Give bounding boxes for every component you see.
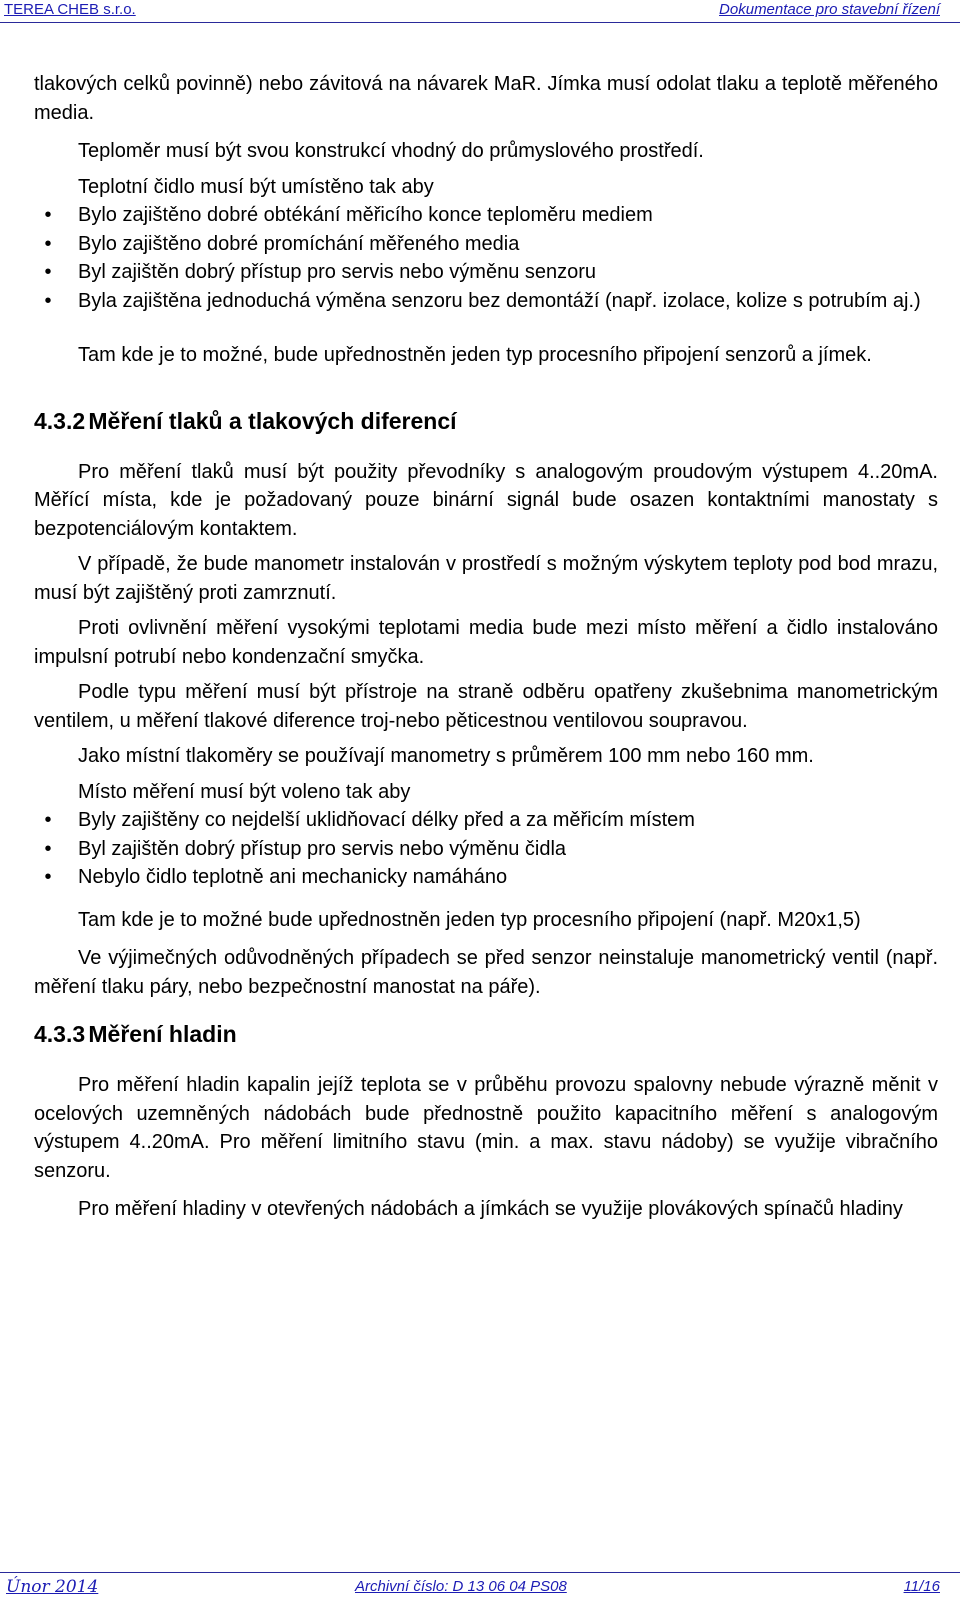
list-item: • Nebylo čidlo teplotně ani mechanicky namáháno [34, 863, 938, 892]
bullet-icon: • [44, 809, 52, 831]
bullet-icon: • [44, 261, 52, 283]
paragraph: Místo měření musí být voleno tak aby [78, 780, 411, 803]
section-heading [34, 1019, 938, 1049]
footer-archive-number: Archivní číslo: D 13 06 04 PS08 [355, 1578, 567, 1595]
paragraph: Teploměr musí být svou konstrukcí vhodný do průmyslového prostředí. [78, 140, 704, 162]
paragraph: Jako místní tlakoměry se používají manometry s průměrem 100 mm nebo 160 mm. [78, 745, 814, 767]
footer-page-number: 11/16 [903, 1578, 940, 1595]
paragraph: Proti ovlivnění měření vysokými teplotami media bude mezi místo měření a čidlo instalováno impulsní potrubí nebo kondenzační smyčka. [34, 617, 938, 668]
header-company: TEREA CHEB s.r.o. [4, 1, 136, 18]
bullet-icon: • [44, 232, 52, 255]
list-item: • Bylo zajištěno dobré promíchání měřeného media [34, 230, 938, 259]
list-item: • Bylo zajištěno dobré obtékání měřicího konce teploměru mediem [34, 201, 938, 230]
paragraph: Pro měření hladiny v otevřených nádobách a jímkách se využije plovákových spínačů hladiny [78, 1198, 903, 1220]
section-title: Měření tlaků a tlakových diferencí [88, 407, 457, 434]
footer-date: Únor 2014 [6, 1577, 99, 1597]
list-item: • Byl zajištěn dobrý přístup pro servis nebo výměnu senzoru [34, 258, 938, 287]
paragraph: Ve výjimečných odůvodněných případech se před senzor neinstaluje manometrický ventil (např. měření tlaku páry, nebo bezpečnostní manostat na páře). [34, 947, 938, 998]
document-body [34, 70, 938, 1224]
paragraph: Pro měření hladin kapalin jejíž teplota se v průběhu provozu spalovny nebude výrazně měnit v ocelových uzemněných nádobách bude přednostně použito kapacitního měření s analogovým výstupem 4..20mA. Pro měření limitního stavu (min. a max. stavu nádoby) se využije vibračního senzoru. [34, 1074, 938, 1182]
bullet-icon: • [44, 866, 52, 888]
bullet-icon: • [44, 204, 52, 226]
bullet-icon: • [44, 289, 52, 312]
list-item: • Byla zajištěna jednoduchá výměna senzoru bez demontáží (např. izolace, kolize s potrubím aj.) [34, 287, 938, 316]
page-footer [0, 1572, 960, 1602]
paragraph: Podle typu měření musí být přístroje na straně odběru opatřeny zkušebnima manometrickým ventilem, u měření tlakové diference troj-nebo pěticestnou ventilovou soupravou. [34, 681, 938, 732]
header-doc-type: Dokumentace pro stavební řízení [719, 1, 940, 18]
list-item: • Byl zajištěn dobrý přístup pro servis nebo výměnu čidla [34, 835, 938, 864]
section-number: 4.3.3 [34, 1021, 86, 1047]
section-heading [34, 406, 938, 436]
bullet-list [34, 201, 938, 315]
paragraph: Tam kde je to možné, bude upřednostněn jeden typ procesního připojení senzorů a jímek. [78, 344, 872, 366]
paragraph: Tam kde je to možné bude upřednostněn jeden typ procesního připojení (např. M20x1,5) [78, 908, 861, 931]
paragraph: tlakových celků povinně) nebo závitová na návarek MaR. Jímka musí odolat tlaku a teplotě měřeného media. [34, 73, 938, 124]
bullet-icon: • [44, 837, 52, 860]
section-title: Měření hladin [88, 1021, 237, 1047]
list-item: • Byly zajištěny co nejdelší uklidňovací délky před a za měřicím místem [34, 806, 938, 835]
bullet-list [34, 806, 938, 892]
section-number: 4.3.2 [34, 407, 86, 434]
paragraph: Pro měření tlaků musí být použity převodníky s analogovým proudovým výstupem 4..20mA. Měřící místa, kde je požadovaný pouze binární signál bude osazen kontaktními manostaty s bezpotenciálovým kontaktem. [34, 460, 938, 540]
paragraph: V případě, že bude manometr instalován v prostředí s možným výskytem teploty pod bod mrazu, musí být zajištěný proti zamrznutí. [34, 553, 938, 604]
paragraph: Teplotní čidlo musí být umístěno tak aby [78, 175, 434, 198]
page-header [0, 0, 960, 23]
